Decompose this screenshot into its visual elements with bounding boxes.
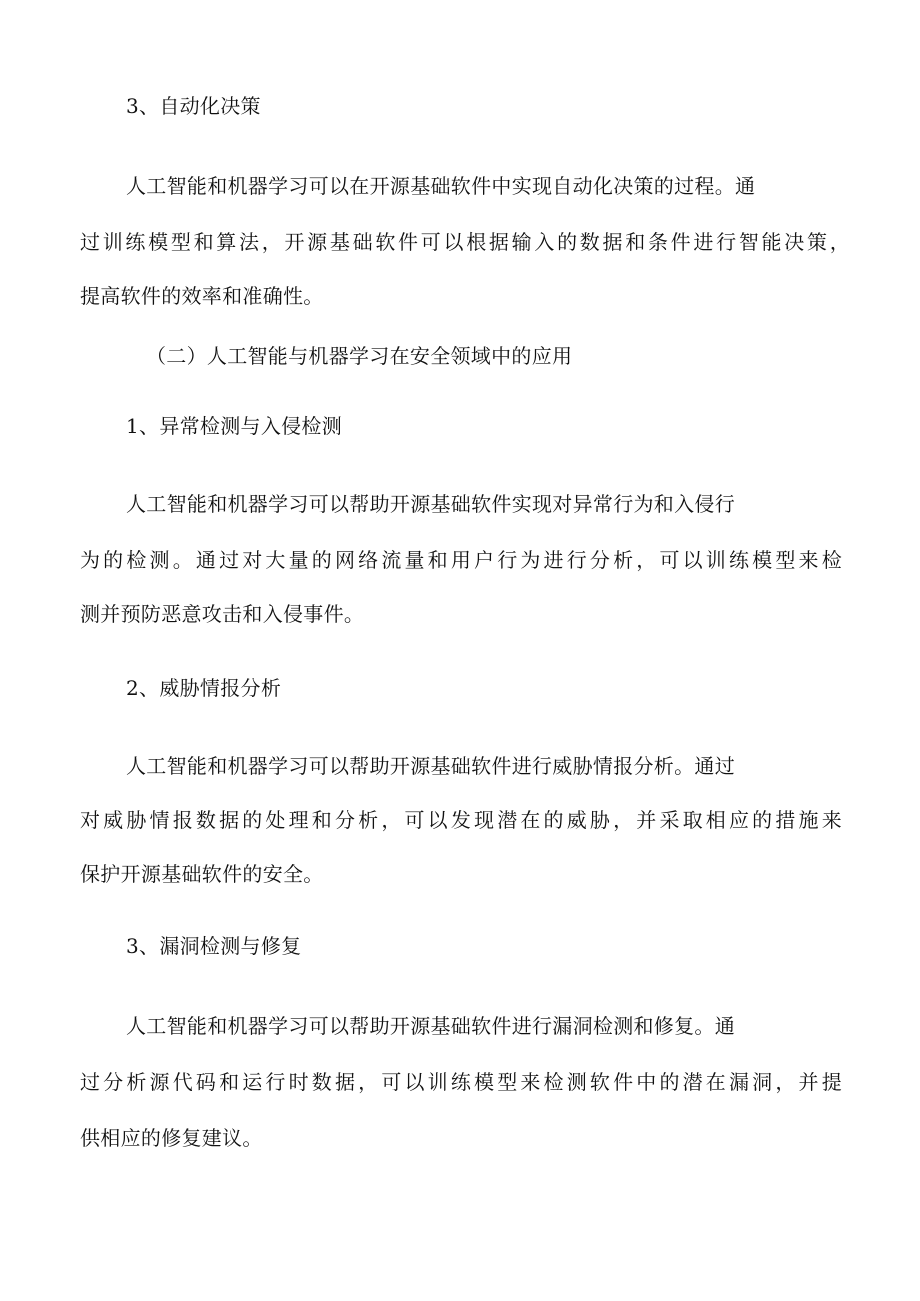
paragraph-line: 人工智能和机器学习可以在开源基础软件中实现自动化决策的过程。通: [126, 174, 756, 198]
paragraph-line: 提高软件的效率和准确性。: [80, 284, 324, 308]
heading-threat-intelligence: 2、威胁情报分析: [126, 676, 282, 700]
paragraph-line: 对威胁情报数据的处理和分析，可以发现潜在的威胁，并采取相应的措施来: [80, 808, 842, 832]
heading-vulnerability-detection: 3、漏洞检测与修复: [126, 934, 302, 958]
heading-automated-decision: 3、自动化决策: [126, 94, 261, 118]
paragraph-line: 过分析源代码和运行时数据，可以训练模型来检测软件中的潜在漏洞，并提: [80, 1070, 842, 1094]
paragraph-line: 人工智能和机器学习可以帮助开源基础软件进行威胁情报分析。通过: [126, 754, 735, 778]
paragraph-line: 测并预防恶意攻击和入侵事件。: [80, 602, 365, 626]
paragraph-line: 过训练模型和算法，开源基础软件可以根据输入的数据和条件进行智能决策，: [80, 230, 850, 254]
paragraph-line: 供相应的修复建议。: [80, 1126, 263, 1150]
paragraph-line: 人工智能和机器学习可以帮助开源基础软件进行漏洞检测和修复。通: [126, 1014, 735, 1038]
paragraph-line: 保护开源基础软件的安全。: [80, 862, 324, 886]
paragraph-line: 为的检测。通过对大量的网络流量和用户行为进行分析，可以训练模型来检: [80, 548, 842, 572]
section-heading-security: （二）人工智能与机器学习在安全领域中的应用: [146, 344, 573, 368]
heading-anomaly-detection: 1、异常检测与入侵检测: [126, 414, 343, 438]
paragraph-line: 人工智能和机器学习可以帮助开源基础软件实现对异常行为和入侵行: [126, 492, 735, 516]
